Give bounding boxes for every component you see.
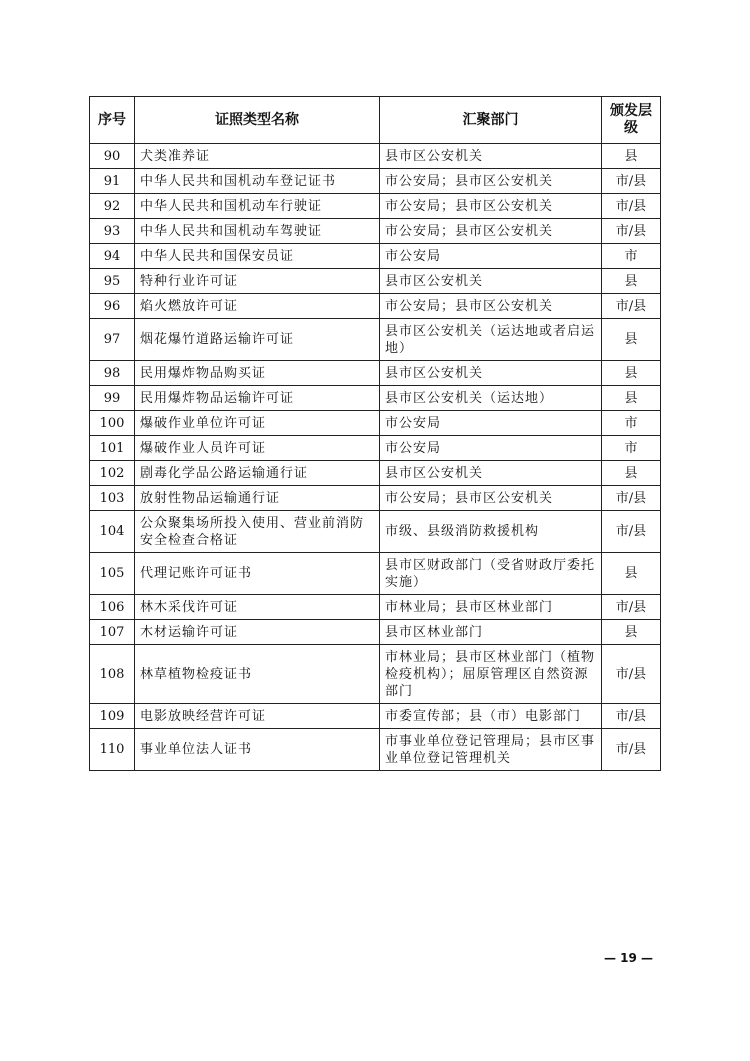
cell-serial-number: 101 [90,436,135,461]
cell-certificate-type: 中华人民共和国机动车行驶证 [135,194,380,219]
cell-issuing-level: 县 [602,144,661,169]
cell-certificate-type: 民用爆炸物品运输许可证 [135,386,380,411]
cell-certificate-type: 木材运输许可证 [135,620,380,645]
cell-collecting-department: 县市区公安机关 [380,144,602,169]
table-row [90,486,661,511]
cell-serial-number: 102 [90,461,135,486]
cell-issuing-level: 县 [602,553,661,595]
cell-certificate-type: 林木采伐许可证 [135,595,380,620]
cell-issuing-level: 市 [602,244,661,269]
cell-certificate-type: 中华人民共和国机动车驾驶证 [135,219,380,244]
table-row [90,729,661,771]
cell-collecting-department: 市林业局；县市区林业部门 [380,595,602,620]
cell-collecting-department: 县市区公安机关 [380,461,602,486]
cell-certificate-type: 民用爆炸物品购买证 [135,361,380,386]
table-row [90,361,661,386]
cell-issuing-level: 市/县 [602,194,661,219]
cell-certificate-type: 代理记账许可证书 [135,553,380,595]
cell-certificate-type: 公众聚集场所投入使用、营业前消防安全检查合格证 [135,511,380,553]
cell-certificate-type: 爆破作业人员许可证 [135,436,380,461]
cell-certificate-type: 电影放映经营许可证 [135,704,380,729]
cell-issuing-level: 市/县 [602,595,661,620]
cell-issuing-level: 县 [602,386,661,411]
table-row [90,319,661,361]
table-row [90,386,661,411]
cell-serial-number: 97 [90,319,135,361]
cell-collecting-department: 市公安局 [380,244,602,269]
cell-certificate-type: 焰火燃放许可证 [135,294,380,319]
cell-issuing-level: 市/县 [602,511,661,553]
cell-collecting-department: 县市区公安机关（运达地） [380,386,602,411]
table-row [90,645,661,704]
cell-collecting-department: 市公安局 [380,411,602,436]
table-row [90,219,661,244]
cell-issuing-level: 市/县 [602,704,661,729]
cell-collecting-department: 市事业单位登记管理局；县市区事业单位登记管理机关 [380,729,602,771]
cell-collecting-department: 市公安局；县市区公安机关 [380,219,602,244]
cell-collecting-department: 县市区林业部门 [380,620,602,645]
cell-collecting-department: 市公安局；县市区公安机关 [380,169,602,194]
cell-serial-number: 90 [90,144,135,169]
cell-serial-number: 96 [90,294,135,319]
cell-serial-number: 108 [90,645,135,704]
cell-certificate-type: 爆破作业单位许可证 [135,411,380,436]
cell-serial-number: 93 [90,219,135,244]
table-row [90,511,661,553]
table-header-row [90,97,661,144]
cell-collecting-department: 县市区公安机关 [380,361,602,386]
certificate-table [89,96,661,771]
table-body [90,144,661,771]
cell-serial-number: 100 [90,411,135,436]
cell-issuing-level: 市 [602,411,661,436]
cell-certificate-type: 事业单位法人证书 [135,729,380,771]
cell-collecting-department: 市级、县级消防救援机构 [380,511,602,553]
cell-issuing-level: 市/县 [602,219,661,244]
table-row [90,169,661,194]
cell-certificate-type: 烟花爆竹道路运输许可证 [135,319,380,361]
cell-collecting-department: 市委宣传部；县（市）电影部门 [380,704,602,729]
cell-issuing-level: 市/县 [602,169,661,194]
cell-collecting-department: 市公安局；县市区公安机关 [380,194,602,219]
table-row [90,144,661,169]
table-row [90,436,661,461]
cell-serial-number: 92 [90,194,135,219]
table-row [90,194,661,219]
cell-certificate-type: 林草植物检疫证书 [135,645,380,704]
cell-issuing-level: 县 [602,461,661,486]
table-row [90,269,661,294]
page-number: — 19 — [604,951,654,965]
table-row [90,553,661,595]
cell-issuing-level: 县 [602,361,661,386]
cell-collecting-department: 县市区财政部门（受省财政厅委托实施） [380,553,602,595]
cell-issuing-level: 县 [602,269,661,294]
cell-issuing-level: 市/县 [602,729,661,771]
cell-collecting-department: 县市区公安机关 [380,269,602,294]
cell-certificate-type: 放射性物品运输通行证 [135,486,380,511]
cell-issuing-level: 市/县 [602,294,661,319]
cell-issuing-level: 市 [602,436,661,461]
cell-serial-number: 95 [90,269,135,294]
cell-serial-number: 91 [90,169,135,194]
cell-issuing-level: 市/县 [602,486,661,511]
cell-collecting-department: 市林业局；县市区林业部门（植物检疫机构）；屈原管理区自然资源部门 [380,645,602,704]
cell-issuing-level: 县 [602,319,661,361]
cell-serial-number: 98 [90,361,135,386]
cell-serial-number: 109 [90,704,135,729]
table-row [90,244,661,269]
cell-collecting-department: 市公安局 [380,436,602,461]
cell-serial-number: 103 [90,486,135,511]
cell-serial-number: 99 [90,386,135,411]
cell-serial-number: 110 [90,729,135,771]
cell-certificate-type: 特种行业许可证 [135,269,380,294]
cell-certificate-type: 剧毒化学品公路运输通行证 [135,461,380,486]
table-row [90,595,661,620]
cell-serial-number: 104 [90,511,135,553]
cell-collecting-department: 市公安局；县市区公安机关 [380,294,602,319]
cell-collecting-department: 市公安局；县市区公安机关 [380,486,602,511]
cell-certificate-type: 中华人民共和国机动车登记证书 [135,169,380,194]
header-collecting-department: 汇聚部门 [380,97,602,144]
cell-certificate-type: 中华人民共和国保安员证 [135,244,380,269]
table-row [90,704,661,729]
header-serial-number: 序号 [90,97,135,144]
table-row [90,620,661,645]
cell-issuing-level: 县 [602,620,661,645]
cell-serial-number: 105 [90,553,135,595]
cell-certificate-type: 犬类准养证 [135,144,380,169]
header-issuing-level: 颁发层级 [602,97,661,144]
table-row [90,461,661,486]
header-certificate-type: 证照类型名称 [135,97,380,144]
cell-serial-number: 106 [90,595,135,620]
table-row [90,411,661,436]
cell-serial-number: 107 [90,620,135,645]
cell-serial-number: 94 [90,244,135,269]
table-row [90,294,661,319]
cell-issuing-level: 市/县 [602,645,661,704]
cell-collecting-department: 县市区公安机关（运达地或者启运地） [380,319,602,361]
